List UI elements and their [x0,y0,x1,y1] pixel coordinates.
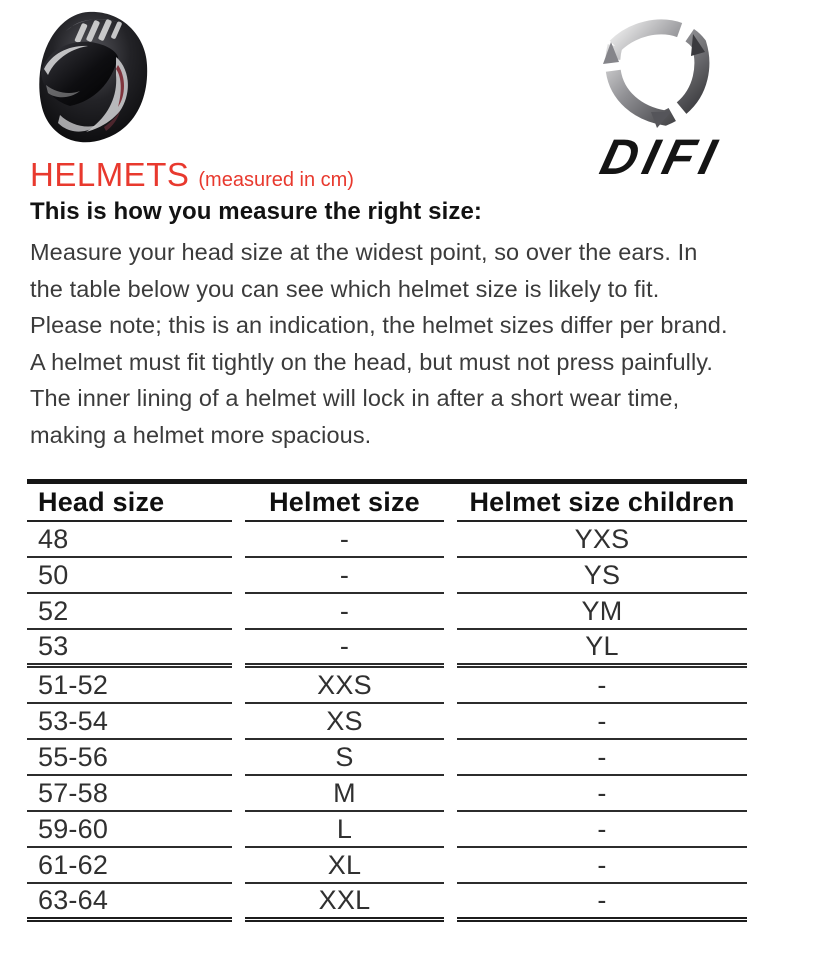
cell-head-size: 48 [27,522,232,558]
brand-logo [553,12,765,188]
table-row [27,558,747,594]
helmet-photo-icon [26,7,152,147]
cell-head-size: 55-56 [27,740,232,776]
cell-head-size: 63-64 [27,884,232,922]
cell-head-size: 50 [27,558,232,594]
column-header-head-size: Head size [27,484,232,522]
table-row [27,884,747,922]
intro-line: The inner lining of a helmet will lock in after a short wear time, [30,385,680,411]
table-row [27,630,747,668]
cell-head-size: 52 [27,594,232,630]
cell-head-size: 57-58 [27,776,232,812]
cell-helmet-size: S [245,740,444,776]
cell-helmet-size-children: - [457,776,747,812]
cell-helmet-size-children: - [457,884,747,922]
cell-head-size: 61-62 [27,848,232,884]
table-header-row [27,484,747,522]
intro-line: A helmet must fit tightly on the head, but must not press painfully. [30,348,713,375]
table-row [27,522,747,558]
table-row [27,740,747,776]
page-title-row [30,156,354,194]
cell-helmet-size: - [245,522,444,558]
cell-helmet-size: XXS [245,668,444,704]
cell-helmet-size: XL [245,848,444,884]
cell-helmet-size: - [245,558,444,594]
cell-helmet-size-children: - [457,704,747,740]
cell-head-size: 51-52 [27,668,232,704]
intro-line: making a helmet more spacious. [30,421,372,448]
cell-helmet-size-children: YL [457,630,747,668]
page-title-note: (measured in cm) [198,169,354,191]
table-row [27,594,747,630]
table-row [27,812,747,848]
cell-helmet-size: XXL [245,884,444,922]
cell-helmet-size: - [245,630,444,668]
cell-helmet-size: XS [245,704,444,740]
cell-helmet-size-children: - [457,740,747,776]
table-row [27,668,747,704]
page-title: HELMETS [30,156,190,193]
cell-head-size: 59-60 [27,812,232,848]
column-header-helmet-size: Helmet size [245,484,444,522]
cell-head-size: 53 [27,630,232,668]
table-row [27,704,747,740]
difi-emblem-icon [603,27,705,128]
intro-line: Please note; this is an indication, the helmet sizes differ per brand. [30,312,728,338]
cell-helmet-size: L [245,812,444,848]
cell-helmet-size-children: - [457,812,747,848]
cell-helmet-size: M [245,776,444,812]
cell-helmet-size-children: YS [457,558,747,594]
cell-head-size: 53-54 [27,704,232,740]
intro-line: Measure your head size at the widest point, so over the ears. In [30,239,698,265]
cell-helmet-size-children: - [457,668,747,704]
cell-helmet-size: - [245,594,444,630]
table-row [27,848,747,884]
cell-helmet-size-children: YXS [457,522,747,558]
size-table [27,479,747,922]
intro-paragraph [30,234,728,453]
intro-line: the table below you can see which helmet size is likely to fit. [30,275,660,302]
cell-helmet-size-children: - [457,848,747,884]
intro-heading: This is how you measure the right size: [30,198,482,225]
column-header-helmet-size-children: Helmet size children [457,484,747,522]
table-row [27,776,747,812]
size-table-body [27,522,747,922]
difi-wordmark: DIFI [595,128,728,185]
cell-helmet-size-children: YM [457,594,747,630]
